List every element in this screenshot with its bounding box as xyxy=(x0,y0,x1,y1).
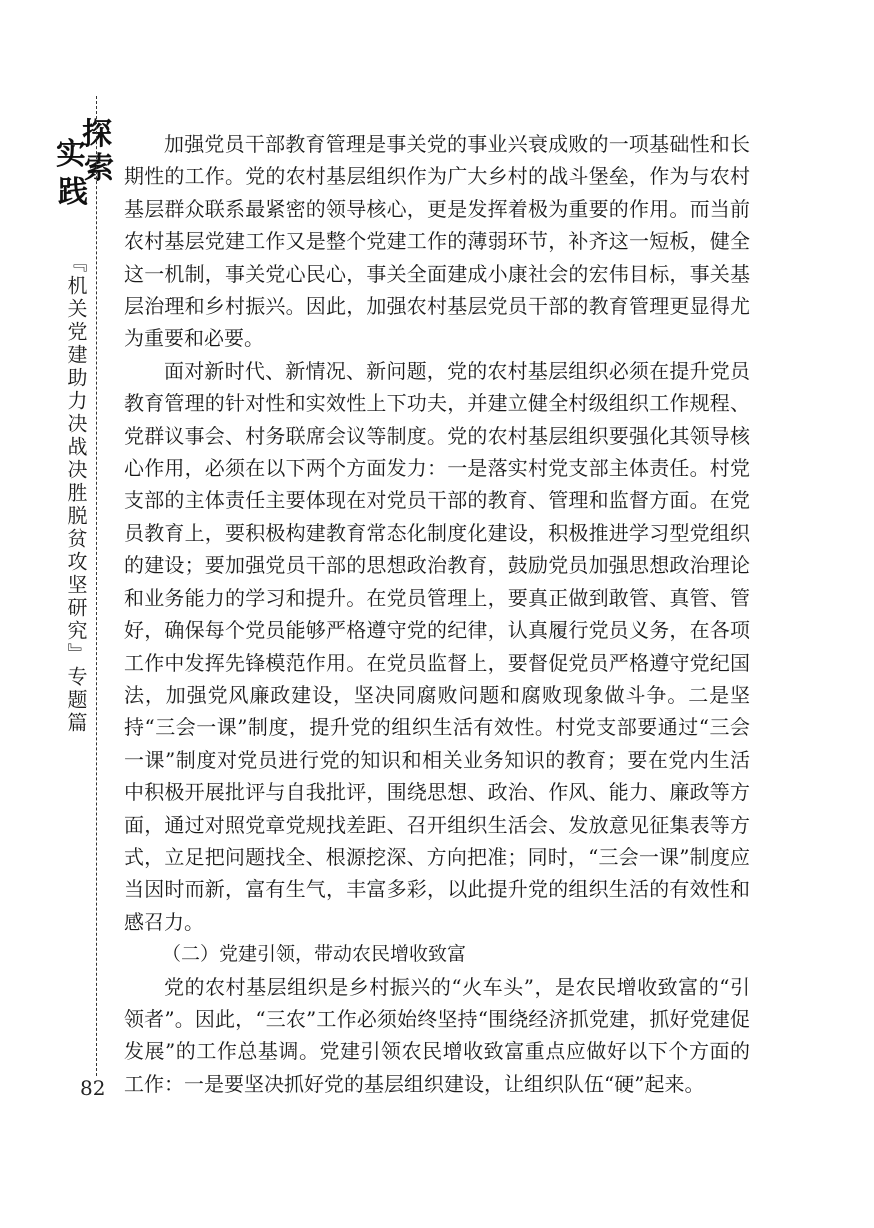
paragraph: 面对新时代、新情况、新问题，党的农村基层组织必须在提升党员教育管理的针对性和实效性上下功夫，并建立健全村级组织工作规程、党群议事会、村务联席会议等制度。党的农村基层组织要强化其领导核心作用，必须在以下两个方面发力：一是落实村党支部主体责任。村党支部的主体责任主要体现在对党员干部的教育、管理和监督方面。在党员教育上，要积极构建教育常态化制度化建设，积极推进学习型党组织的建设；要加强党员干部的思想政治教育，鼓励党员加强思想政治理论和业务能力的学习和提升。在党员管理上，要真正做到敢管、真管、管好，确保每个党员能够严格遵守党的纪律，认真履行党员义务，在各项工作中发挥先锋模范作用。在党员监督上，要督促党员严格遵守党纪国法，加强党风廉政建设，坚决同腐败问题和腐败现象做斗争。二是坚持“三会一课”制度，提升党的组织生活有效性。村党支部要通过“三会一课”制度对党员进行党的知识和相关业务知识的教育；要在党内生活中积极开展批评与自我批评，围绕思想、政治、作风、能力、廉政等方面，通过对照党章党规找差距、召开组织生活会、发放意见征集表等方式，立足把问题找全、根源挖深、方向把准；同时，“三会一课”制度应当因时而新，富有生气，丰富多彩，以此提升党的组织生活的有效性和感召力。 xyxy=(124,358,750,934)
logo-char: 实 xyxy=(56,137,86,172)
body-text xyxy=(124,128,750,1100)
subheading: （二）党建引领，带动农民增收致富 xyxy=(162,943,467,966)
margin-divider xyxy=(96,96,97,1076)
logo-char: 探 xyxy=(82,117,112,152)
brand-logo xyxy=(52,117,122,230)
running-section-title: 『机关党建助力决战决胜脱贫攻坚研究』专题篇 xyxy=(64,252,88,735)
page-number: 82 xyxy=(80,1076,106,1100)
logo-char: 践 xyxy=(58,175,88,210)
paragraph: 党的农村基层组织是乡村振兴的“火车头”，是农民增收致富的“引领者”。因此，“三农”工作必须始终坚持“围绕经济抓党建，抓好党建促发展”的工作总基调。党建引领农民增收致富重点应做好以下个方面的工作：一是要坚决抓好党的基层组织建设，让组织队伍“硬”起来。 xyxy=(124,974,750,1096)
logo-char: 索 xyxy=(84,151,114,186)
paragraph: 加强党员干部教育管理是事关党的事业兴衰成败的一项基础性和长期性的工作。党的农村基层组织作为广大乡村的战斗堡垒，作为与农村基层群众联系最紧密的领导核心，更是发挥着极为重要的作用。而当前农村基层党建工作又是整个党建工作的薄弱环节，补齐这一短板，健全这一机制，事关党心民心，事关全面建成小康社会的宏伟目标，事关基层治理和乡村振兴。因此，加强农村基层党员干部的教育管理更显得尤为重要和必要。 xyxy=(124,132,750,351)
